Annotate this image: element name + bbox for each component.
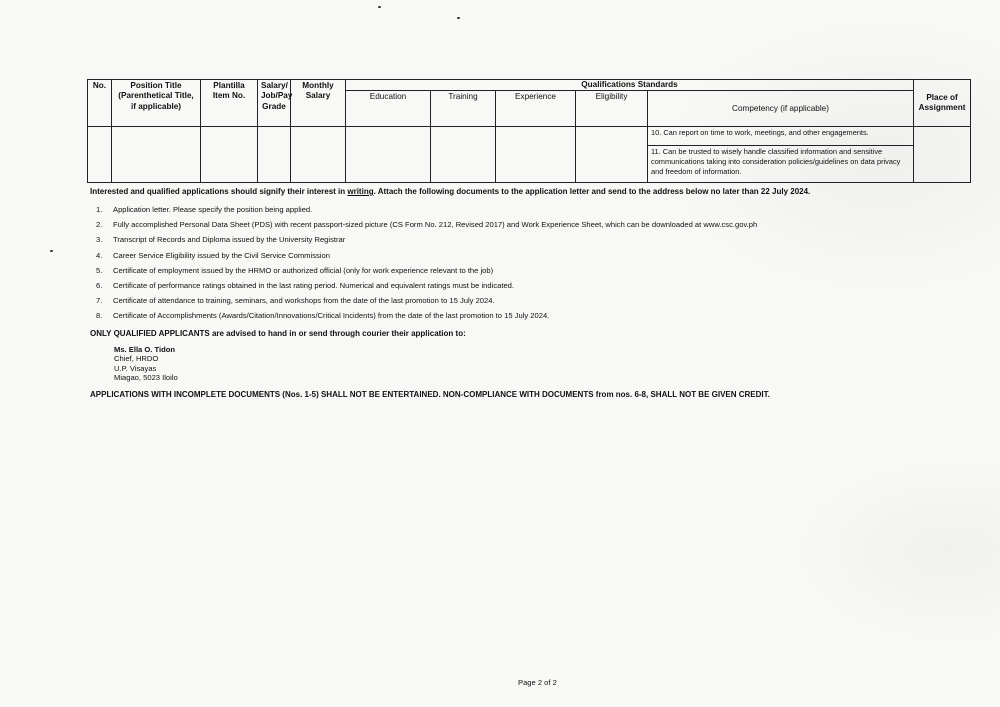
cell-education — [346, 127, 431, 183]
list-item — [96, 205, 757, 220]
cell-training — [431, 127, 496, 183]
list-item — [96, 235, 757, 250]
list-item-text: Certificate of employment issued by the HRMO or authorized official (only for work experience relevant to the job) — [113, 265, 494, 275]
header-position-title: Position Title (Parenthetical Title, if applicable) — [112, 80, 201, 127]
list-item-text: Certificate of Accomplishments (Awards/Citation/Innovations/Critical Incidents) from the date of the last promotion to 15 July 2024. — [113, 311, 550, 321]
intro-text-after: . Attach the following documents to the application letter and send to the address below no later than 22 July 2024. — [373, 187, 811, 196]
compliance-warning: APPLICATIONS WITH INCOMPLETE DOCUMENTS (Nos. 1-5) SHALL NOT BE ENTERTAINED. NON-COMPLIANCE WITH DOCUMENTS from nos. 6-8, SHALL NOT BE GIVEN CREDIT. — [90, 390, 770, 399]
qualifications-table — [87, 79, 971, 183]
cell-no — [88, 127, 112, 183]
list-item-number: 7. — [96, 296, 103, 306]
list-item-number: 3. — [96, 235, 103, 245]
list-item-number: 8. — [96, 311, 103, 321]
list-item-number: 6. — [96, 280, 103, 290]
list-item — [96, 296, 757, 311]
list-item — [96, 266, 757, 281]
list-item — [96, 220, 757, 235]
header-monthly-salary: Monthly Salary — [291, 80, 346, 127]
recipient-title: Chief, HRDO — [114, 354, 159, 364]
list-item-number: 1. — [96, 205, 103, 214]
header-training: Training — [431, 91, 496, 127]
list-item-text: Application letter. Please specify the position being applied. — [113, 205, 313, 214]
header-eligibility: Eligibility — [576, 91, 648, 127]
header-qualifications: Qualifications Standards — [346, 80, 914, 91]
cell-place — [914, 127, 971, 183]
list-item-text: Career Service Eligibility issued by the Civil Service Commission — [113, 250, 330, 260]
documents-list — [96, 205, 757, 327]
list-item — [96, 281, 757, 296]
header-place: Place of Assignment — [914, 80, 971, 127]
page-number: Page 2 of 2 — [518, 678, 557, 687]
scan-speck — [50, 250, 53, 252]
cell-position-title — [112, 127, 201, 183]
header-salary-grade: Salary/ Job/Pay Grade — [258, 80, 291, 127]
list-item — [96, 311, 757, 326]
recipient-org: U.P. Visayas — [114, 363, 157, 373]
cell-plantilla — [201, 127, 258, 183]
cell-experience — [496, 127, 576, 183]
competency-item: 10. Can report on time to work, meetings, and other engagements. — [648, 127, 914, 146]
intro-text: Interested and qualified applications should signify their interest in — [90, 187, 348, 196]
intro-underlined: writing — [347, 187, 374, 196]
list-item-number: 2. — [96, 220, 103, 230]
header-plantilla: Plantilla Item No. — [201, 80, 258, 127]
cell-monthly-salary — [291, 127, 346, 183]
cell-eligibility — [576, 127, 648, 183]
list-item-number: 5. — [96, 265, 103, 275]
only-qualified-notice: ONLY QUALIFIED APPLICANTS are advised to hand in or send through courier their application to: — [90, 329, 466, 338]
list-item — [96, 251, 757, 266]
cell-salary-grade — [258, 127, 291, 183]
list-item-text: Fully accomplished Personal Data Sheet (PDS) with recent passport-sized picture (CS Form No. 212, Revised 2017) and Work Experience Sheet, which can be downloaded at www.csc.gov.ph — [113, 220, 758, 230]
list-item-number: 4. — [96, 250, 103, 260]
recipient-name: Ms. Ella O. Tidon — [114, 345, 176, 354]
header-no: No. — [88, 80, 112, 127]
scan-speck — [378, 6, 381, 8]
header-experience: Experience — [496, 91, 576, 127]
recipient-address — [114, 345, 178, 382]
header-competency: Competency (if applicable) — [648, 91, 914, 127]
list-item-text: Certificate of attendance to training, seminars, and workshops from the date of the last promotion to 15 July 2024. — [113, 296, 495, 306]
list-item-text: Transcript of Records and Diploma issued by the University Registrar — [113, 235, 346, 245]
intro-instructions — [90, 187, 810, 196]
list-item-text: Certificate of performance ratings obtained in the last rating period. Numerical and equivalent ratings must be indicated. — [113, 280, 515, 290]
recipient-city: Miagao, 5023 Iloilo — [114, 372, 178, 382]
competency-item: 11. Can be trusted to wisely handle classified information and sensitive communications taking into consideration policies/guidelines on data privacy and freedom of information. — [648, 146, 914, 183]
scan-speck — [457, 17, 460, 19]
header-education: Education — [346, 91, 431, 127]
